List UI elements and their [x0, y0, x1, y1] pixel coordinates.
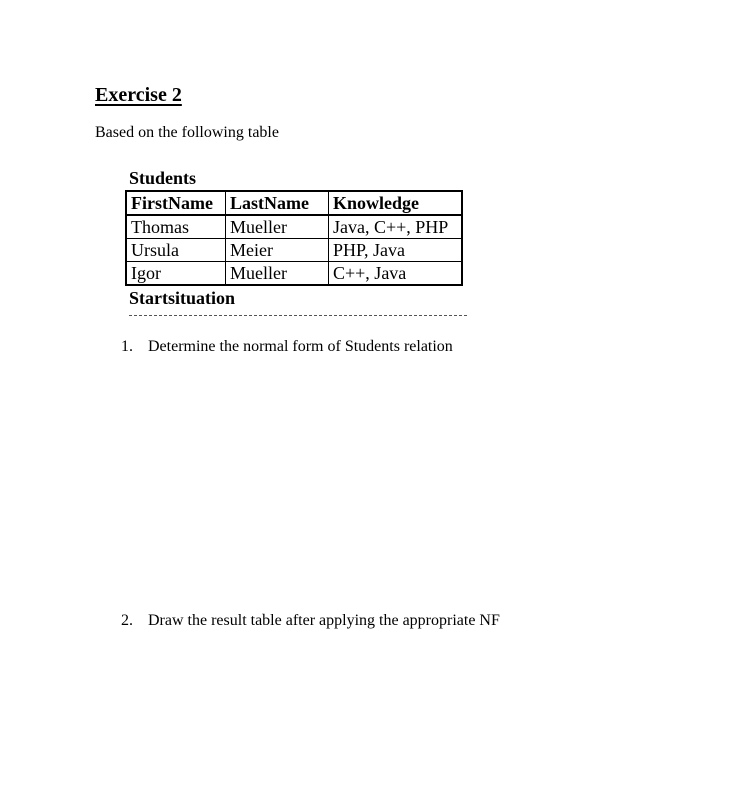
table-cell: Thomas: [126, 215, 226, 239]
table-cell: Meier: [226, 239, 329, 262]
table-cell: Mueller: [226, 262, 329, 286]
table-cell: PHP, Java: [329, 239, 463, 262]
dashed-divider: [129, 315, 467, 316]
table-header-row: [126, 191, 462, 215]
question-number: 1.: [121, 338, 133, 355]
column-header-lastname: LastName: [226, 191, 329, 215]
students-figure: [125, 167, 485, 316]
intro-text: Based on the following table: [95, 124, 279, 141]
table-cell: Igor: [126, 262, 226, 286]
table-cell: Ursula: [126, 239, 226, 262]
table-row: [126, 262, 462, 286]
question-text: Draw the result table after applying the appropriate NF: [148, 612, 500, 629]
table-cell: Java, C++, PHP: [329, 215, 463, 239]
question-1: [121, 338, 453, 356]
column-header-firstname: FirstName: [126, 191, 226, 215]
table-cell: C++, Java: [329, 262, 463, 286]
table-row: [126, 239, 462, 262]
students-table: [125, 190, 463, 286]
table-title: Students: [129, 168, 197, 188]
question-number: 2.: [121, 612, 133, 629]
table-caption: Startsituation: [129, 288, 236, 308]
table-cell: Mueller: [226, 215, 329, 239]
table-row: [126, 215, 462, 239]
exercise-heading: Exercise 2: [95, 84, 182, 106]
question-2: [121, 612, 500, 630]
question-text: Determine the normal form of Students relation: [148, 338, 453, 355]
column-header-knowledge: Knowledge: [329, 191, 463, 215]
